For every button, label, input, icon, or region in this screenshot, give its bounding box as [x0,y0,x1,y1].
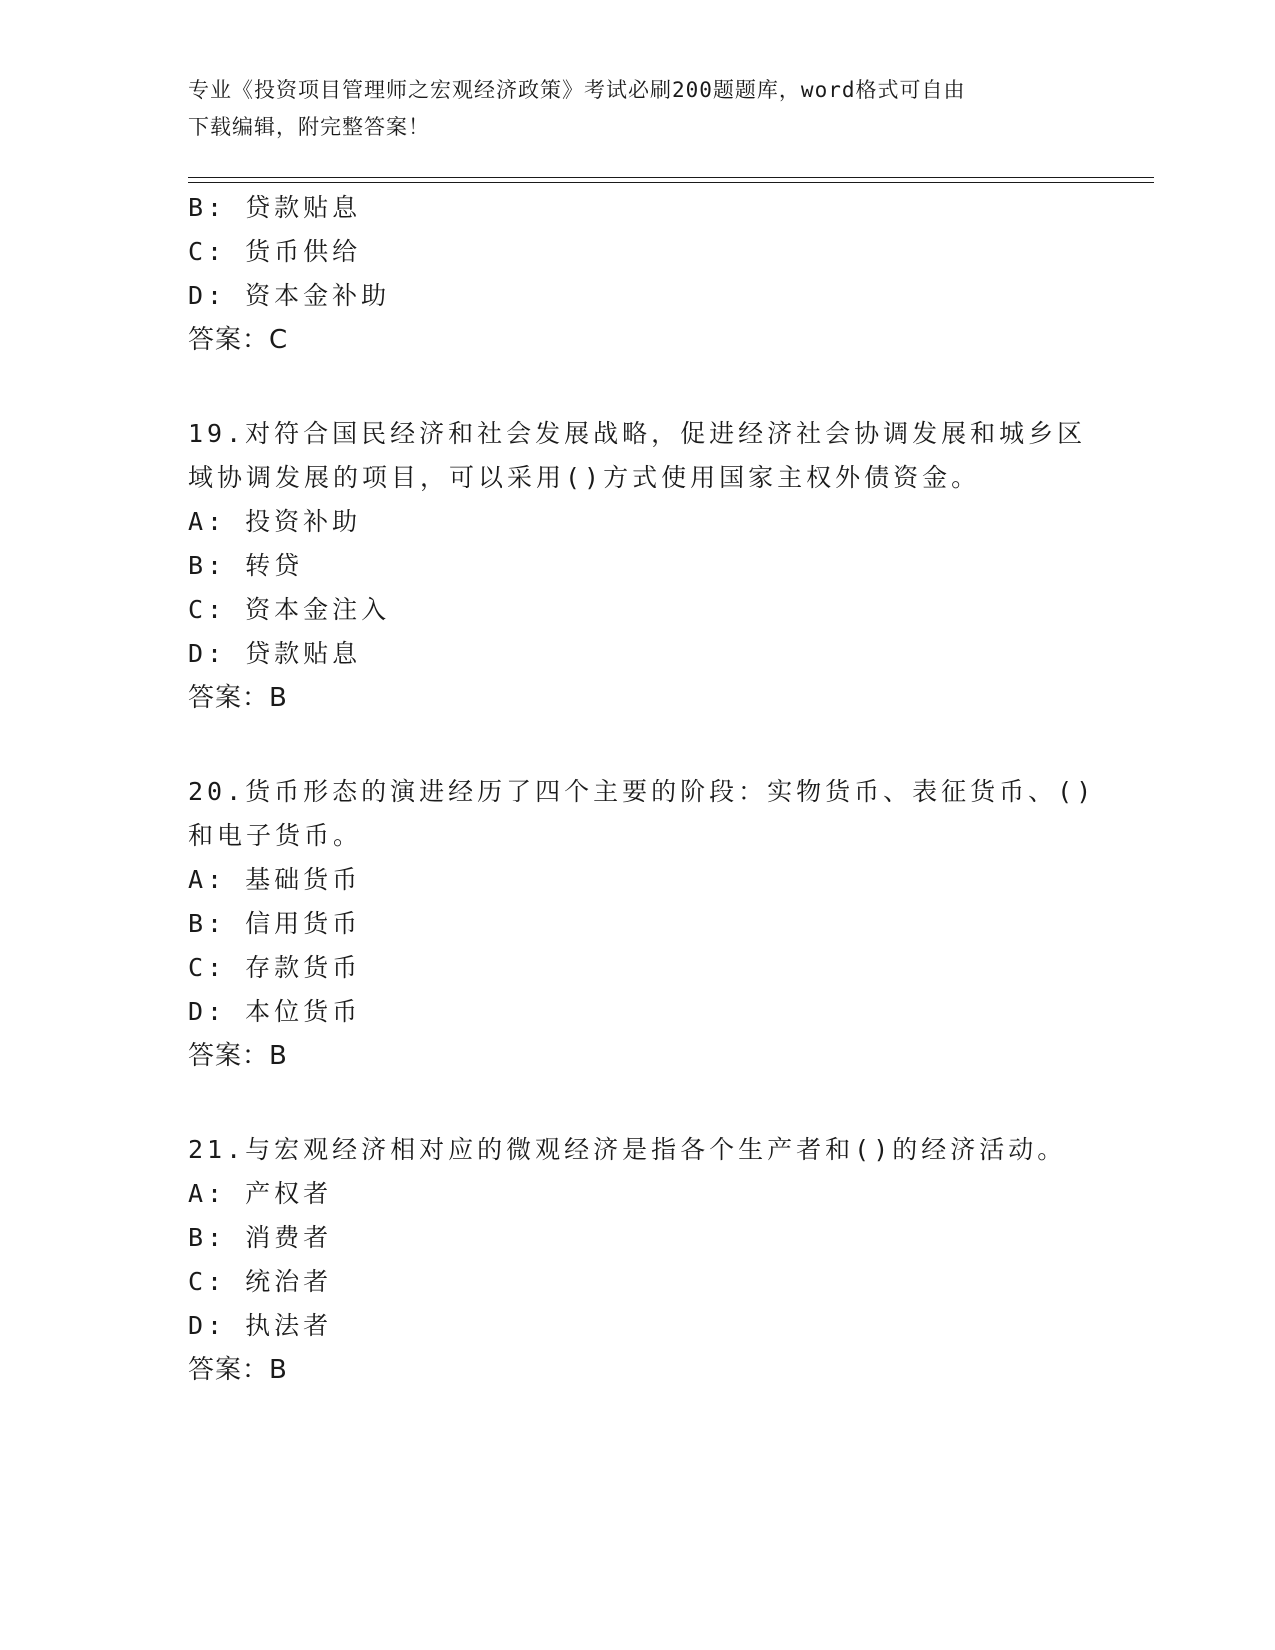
q19-answer: 答案：B [188,683,288,713]
document-header [188,72,1088,146]
q18-option-c: C: 货币供给 [188,237,362,266]
q18-option-d: D: 资本金补助 [188,281,391,310]
q20-option-a: A: 基础货币 [188,865,362,894]
q20-stem-line-2: 和电子货币。 [188,821,363,850]
q20-option-d: D: 本位货币 [188,997,362,1026]
q21-option-c: C: 统治者 [188,1267,333,1296]
q19-option-a: A: 投资补助 [188,507,362,536]
header-line-1: 专业《投资项目管理师之宏观经济政策》考试必刷200题题库，word格式可自由 [188,78,966,102]
q21-answer: 答案：B [188,1355,288,1385]
q21-option-a: A: 产权者 [188,1179,333,1208]
q20-option-b: B: 信用货币 [188,909,362,938]
q21-option-b: B: 消费者 [188,1223,333,1252]
header-divider-top [188,177,1154,178]
q21-stem-line-1: 21.与宏观经济相对应的微观经济是指各个生产者和()的经济活动。 [188,1135,1067,1164]
q18-option-b: B: 贷款贴息 [188,193,362,222]
q21-option-d: D: 执法者 [188,1311,333,1340]
q19-stem-line-2: 域协调发展的项目，可以采用()方式使用国家主权外债资金。 [188,463,981,492]
q20-option-c: C: 存款货币 [188,953,362,982]
q19-stem-line-1: 19.对符合国民经济和社会发展战略，促进经济社会协调发展和城乡区 [188,419,1087,448]
header-divider-bottom [188,182,1154,183]
q19-option-c: C: 资本金注入 [188,595,391,624]
q20-stem-line-1: 20.货币形态的演进经历了四个主要的阶段：实物货币、表征货币、() [188,777,1096,806]
q18-answer: 答案：C [188,325,289,355]
header-line-2: 下载编辑，附完整答案！ [188,115,430,139]
q20-answer: 答案：B [188,1041,288,1071]
q19-option-b: B: 转贷 [188,551,304,580]
q19-option-d: D: 贷款贴息 [188,639,362,668]
